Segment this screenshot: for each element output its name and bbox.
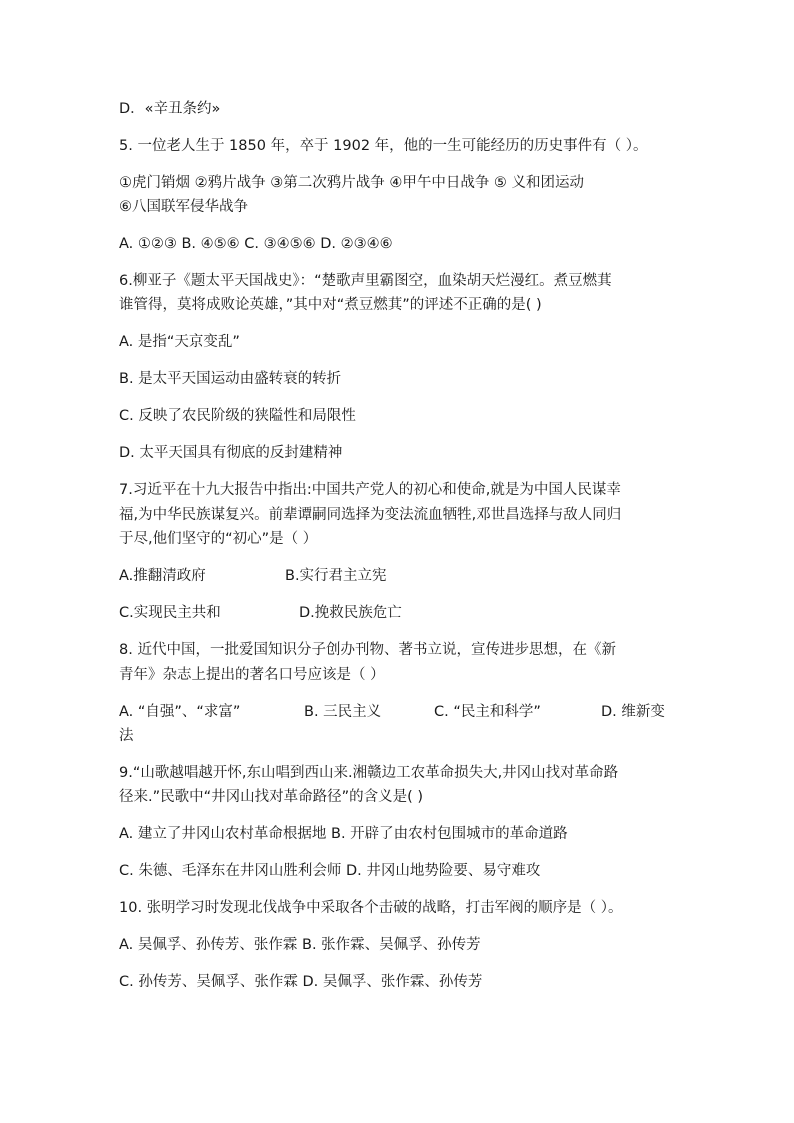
q7-stem-line3: 于尽,他们坚守的“初心”是（ ）	[119, 531, 318, 547]
q8-option-d: D. 维新变	[601, 704, 665, 720]
q8-option-b: B. 三民主义	[304, 704, 382, 720]
q7-options-ab	[119, 566, 387, 586]
q8-option-a: A. “自强”、“求富”	[119, 704, 241, 720]
q10-stem: 10. 张明学习时发现北伐战争中采取各个击破的战略，打击军阀的顺序是（ ）。	[119, 900, 623, 916]
q7-option-a: A.推翻清政府	[119, 568, 206, 584]
q10-options-cd: C. 孙传芳、吴佩孚、张作霖 D. 吴佩孚、张作霖、孙传芳	[119, 974, 483, 990]
q6-stem-line2: 谁管得，莫将成败论英雄，”其中对“煮豆燃萁”的评述不正确的是( )	[119, 297, 542, 313]
q6-option-d: D. 太平天国具有彻底的反封建精神	[119, 445, 343, 461]
q8-option-d-cont: 法	[119, 728, 134, 744]
q7-option-d: D.挽救民族危亡	[299, 605, 402, 621]
q7-options-cd	[119, 603, 402, 623]
q8-options	[119, 702, 665, 722]
q5-events-line2: ⑥八国联军侵华战争	[119, 199, 248, 215]
q9-stem-line1: 9.“山歌越唱越开怀,东山唱到西山来.湘赣边工农革命损失大,井冈山找对革命路	[119, 765, 619, 781]
q7-stem-line1: 7.习近平在十九大报告中指出:中国共产党人的初心和使命,就是为中国人民谋幸	[119, 482, 621, 498]
q7-option-b: B.实行君主立宪	[285, 568, 387, 584]
q6-stem-line1: 6.柳亚子《题太平天国战史》：“楚歌声里霸图空，血染胡天烂漫红。煮豆燃萁	[119, 273, 612, 289]
q6-option-b: B. 是太平天国运动由盛转衰的转折	[119, 371, 342, 387]
q7-stem-line2: 福,为中华民族谋复兴。前辈谭嗣同选择为变法流血牺牲,邓世昌选择与敌人同归	[119, 507, 622, 523]
q5-stem: 5. 一位老人生于 1850 年，卒于 1902 年，他的一生可能经历的历史事件有（ ）。	[119, 138, 648, 154]
q8-option-c: C. “民主和科学”	[434, 704, 541, 720]
q10-options-ab: A. 吴佩孚、孙传芳、张作霖 B. 张作霖、吴佩孚、孙传芳	[119, 937, 481, 953]
q9-options-ab: A. 建立了井冈山农村革命根据地 B. 开辟了由农村包围城市的革命道路	[119, 826, 568, 842]
q4-option-d: D．«辛丑条约»	[119, 101, 221, 117]
q9-stem-line2: 径来.”民歌中“井冈山找对革命路径”的含义是( )	[119, 789, 424, 805]
q6-option-c: C. 反映了农民阶级的狭隘性和局限性	[119, 408, 356, 424]
q5-events-line1: ①虎门销烟 ②鸦片战争 ③第二次鸦片战争 ④甲午中日战争 ⑤ 义和团运动	[119, 175, 585, 191]
q6-option-a: A. 是指“天京变乱”	[119, 334, 240, 350]
q8-stem-line2: 青年》杂志上提出的著名口号应该是（ ）	[119, 667, 385, 683]
q5-options: A. ①②③ B. ④⑤⑥ C. ③④⑤⑥ D. ②③④⑥	[119, 236, 393, 252]
q8-stem-line1: 8. 近代中国，一批爱国知识分子创办刊物、著书立说，宣传进步思想，在《新	[119, 642, 616, 658]
q9-options-cd: C. 朱德、毛泽东在井冈山胜利会师 D. 井冈山地势险要、易守难攻	[119, 863, 541, 879]
q7-option-c: C.实现民主共和	[119, 605, 221, 621]
